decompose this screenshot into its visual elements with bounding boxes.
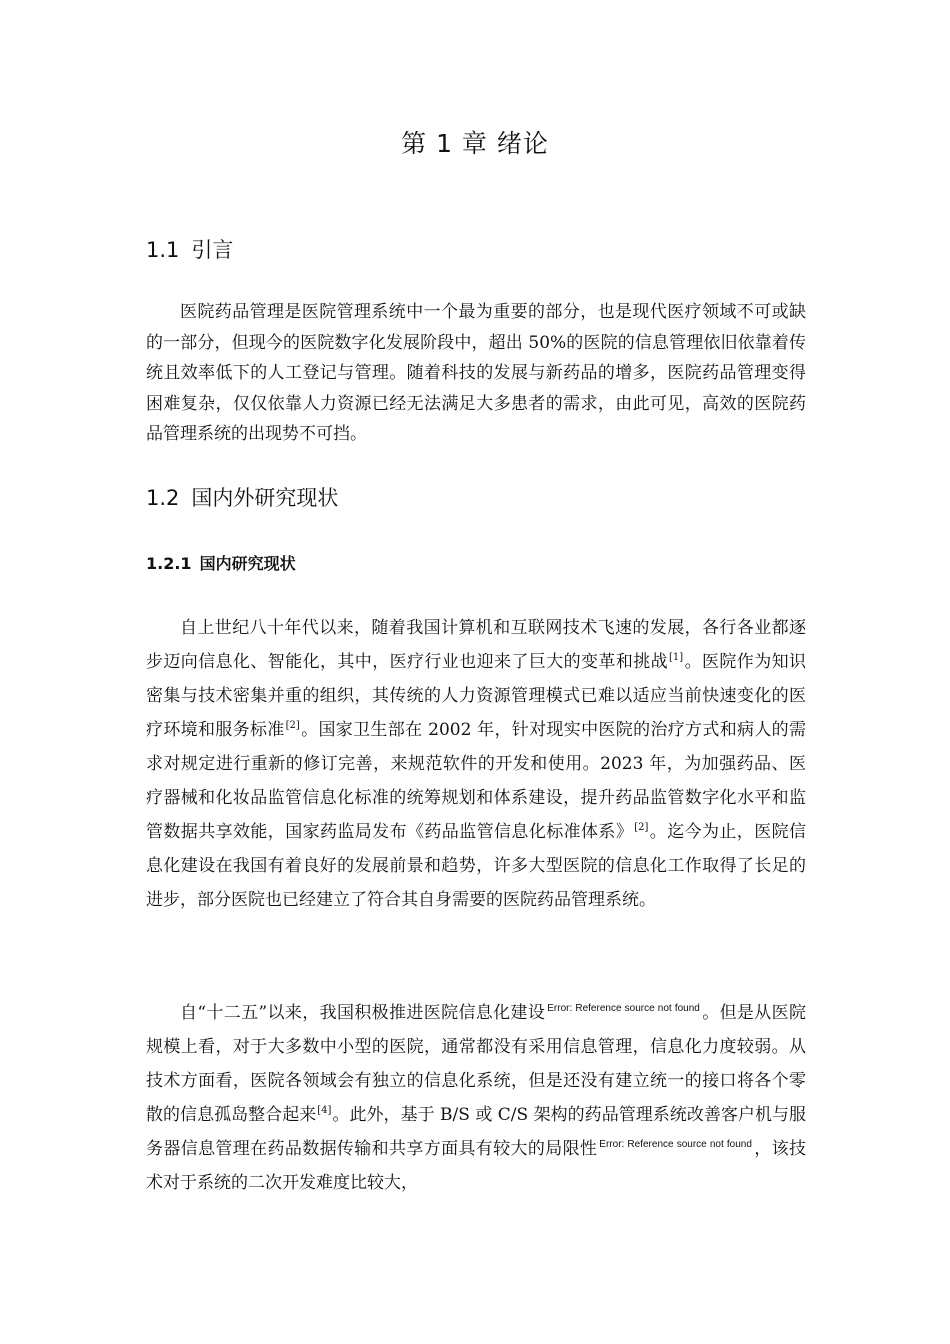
paragraph-text: 。但是从医院规模上看，对于大多数中小型的医院，通常都没有采用信息管理，信息化力度较弱。从技术方面看，医院各领域会有独立的信息化系统，但是还没有建立统一的接口将各个零散的信息孤岛整合起来 [146,1003,806,1125]
reference-error-note: Error: Reference source not found [599,1139,752,1150]
citation: [1] [669,652,684,663]
paragraph-text: ，该技术对于系统的二次开发难度比较大， [146,1139,806,1193]
reference-error-note: Error: Reference source not found [547,1003,700,1014]
paragraph-text: 自上世纪八十年代以来，随着我国计算机和互联网技术飞速的发展，各行各业都逐步迈向信息化、智能化，其中，医疗行业也迎来了巨大的变革和挑战 [146,618,806,672]
paragraph-text: 。迄今为止，医院信息化建设在我国有着良好的发展前景和趋势，许多大型医院的信息化工作取得了长足的进步，部分医院也已经建立了符合其自身需要的医院药品管理系统。 [146,822,807,910]
section-heading-1-1 [146,235,233,265]
section-number: 1.1 [146,238,180,262]
intro-paragraph: 医院药品管理是医院管理系统中一个最为重要的部分，也是现代医疗领域不可或缺的一部分，但现今的医院数字化发展阶段中，超出 50%的医院的信息管理依旧依靠着传统且效率低下的人工登记与管理。随着科技的发展与新药品的增多，医院药品管理变得困难复杂，仅仅依靠人力资源已经无法满足大多患者的需求，由此可见，高效的医院药品管理系统的出现势不可挡。 [146,302,806,444]
paragraph-text: 。医院作为知识密集与技术密集并重的组织，其传统的人力资源管理模式已难以适应当前快速变化的医疗环境和服务标准 [146,652,807,740]
section-number: 1.2 [146,486,180,510]
domestic-research-paragraph-2 [146,996,806,1200]
section-heading-1-2 [146,483,338,513]
subsection-title: 国内研究现状 [199,554,296,573]
paragraph-text: 自“十二五”以来，我国积极推进医院信息化建设 [180,1003,546,1023]
subsection-number: 1.2.1 [146,554,192,573]
section-title: 国内外研究现状 [191,486,339,510]
section-title: 引言 [191,238,234,262]
paragraph-text: 。此外，基于 B/S 或 C/S 架构的药品管理系统改善客户机与服务器信息管理在药品数据传输和共享方面具有较大的局限性 [146,1105,806,1159]
citation: [2] [634,822,649,833]
domestic-research-paragraph-1 [146,611,806,917]
chapter-title: 第 1 章 绪论 [401,129,549,158]
paragraph-text: 。国家卫生部在 2002 年，针对现实中医院的治疗方式和病人的需求对规定进行重新的修订完善，来规范软件的开发和使用。2023 年，为加强药品、医疗器械和化妆品监管信息化标准的统筹规划和体系建设，提升药品监管数字化水平和监管数据共享效能，国家药监局发布《药品监管信息化标准体系》 [146,720,807,842]
citation: [2] [285,720,300,731]
citation: [4] [317,1105,332,1116]
subsection-heading-1-2-1 [146,551,296,577]
